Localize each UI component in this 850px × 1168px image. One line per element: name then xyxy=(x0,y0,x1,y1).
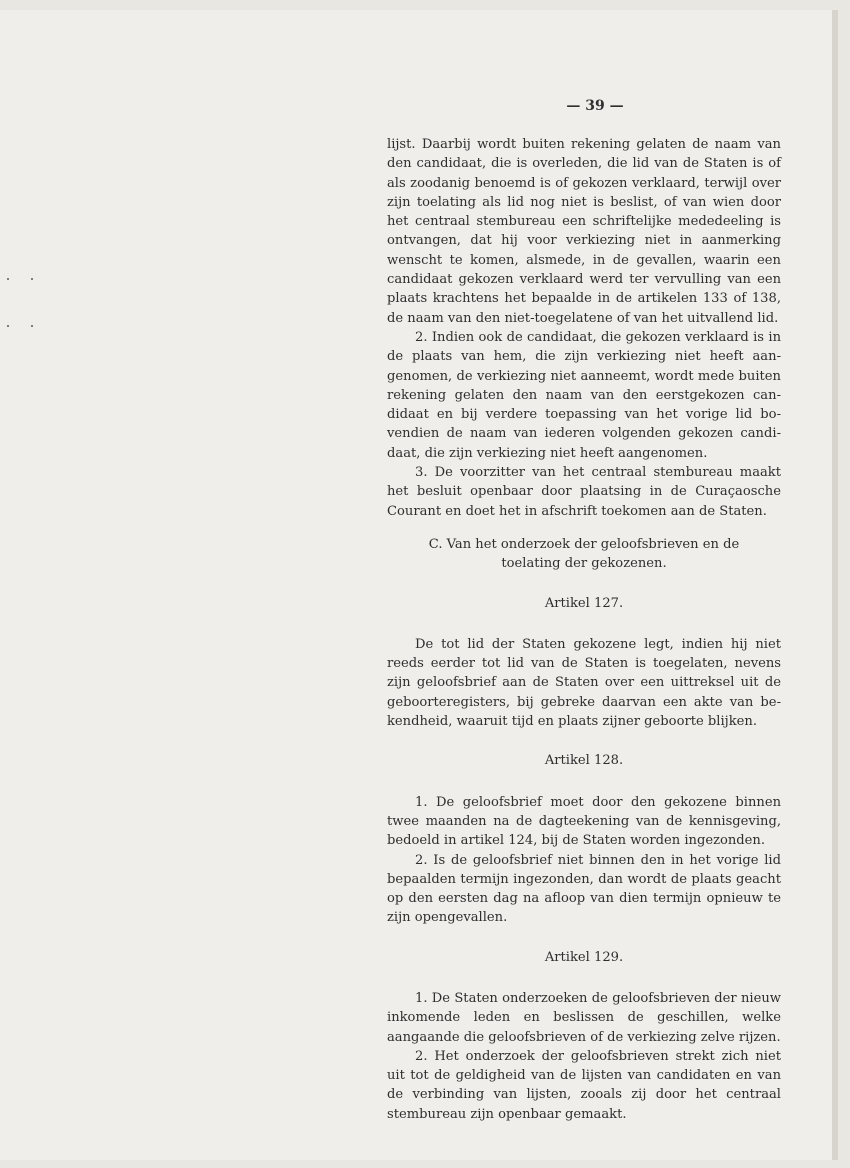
margin-speck xyxy=(31,278,33,280)
paragraph-128-1: 1. De geloofsbrief moet door den gekozene binnen twee maanden na de dagteekening van de kennisgeving, bedoeld in artikel 124, bij de Staten worden ingezonden. xyxy=(387,794,781,849)
article-title-129: Artikel 129. xyxy=(544,949,624,965)
margin-speck xyxy=(7,325,9,327)
margin-speck xyxy=(31,325,33,327)
paragraph-129-1: 1. De Staten onderzoeken de geloofsbrieven der nieuw inkomende leden en beslissen de geschillen, welke aangaande die geloofsbrieven of de verkiezing zelve rijzen. xyxy=(387,990,781,1045)
section-heading-c: C. Van het onderzoek der geloofsbrieven en de toelating der gekozenen. xyxy=(428,536,740,572)
article-title-128: Artikel 128. xyxy=(544,753,624,769)
paragraph-128-2: 2. Is de geloofsbrief niet binnen den in het vorige lid bepaalden termijn ingezonden, dan wordt de plaats geacht op den eersten dag na afloop van dien termijn opnieuw te zijn opengevallen. xyxy=(387,852,781,926)
body-text xyxy=(387,135,781,1124)
paragraph-126-3: 3. De voorzitter van het centraal stembureau maakt het besluit openbaar door plaatsing in de Curaçaosche Courant en doet het in afschrift toekomen aan de Staten. xyxy=(387,465,781,519)
margin-speck xyxy=(7,278,9,280)
paragraph-129-2: 2. Het onderzoek der geloofsbrieven strekt zich niet uit tot de geldigheid van de lijsten van candidaten en van de verbinding van lijsten, zooals zij door het centraal stembureau zijn openbaar gemaakt. xyxy=(387,1048,781,1122)
paragraph-126-2: 2. Indien ook de candidaat, die gekozen verklaard is in de plaats van hem, die zijn verkiezing niet heeft aangenomen, de verkiezing niet aanneemt, wordt mede buiten rekening gelaten den naam van den eerstgekozen candidaat en bij verdere toepassing van het vorige lid bovendien de naam van iederen volgenden gekozen candidaat, die zijn verkiezing niet heeft aangenomen. xyxy=(387,329,781,461)
article-title-127: Artikel 127. xyxy=(544,595,624,611)
paragraph-continued: lijst. Daarbij wordt buiten rekening gelaten de naam van den candidaat, die is overleden, die lid van de Staten is of als zoodanig benoemd is of gekozen verklaard, terwijl over zijn toelating als lid nog niet is beslist, of van wien door het centraal stembureau een schriftelijke mededeeling is ontvangen, dat hij voor verkiezing niet in aanmerking wenscht te komen, alsmede, in de gevallen, waarin een candidaat gekozen verklaard werd ter vervulling van een plaats krachtens het bepaalde in de artikelen 133 of 138, de naam van den niet-toegelatene of van het uitvallend lid. xyxy=(387,137,781,326)
page-number: — 39 — xyxy=(566,98,624,114)
paragraph-127: De tot lid der Staten gekozene legt, indien hij niet reeds eerder tot lid van de Staten is toegelaten, nevens zijn geloofsbrief aan de Staten over een uittreksel uit de geboorteregisters, bij gebreke daarvan een akte van bekendheid, waaruit tijd en plaats zijner geboorte blijken. xyxy=(387,636,781,730)
page-edge-shadow xyxy=(832,10,838,1160)
